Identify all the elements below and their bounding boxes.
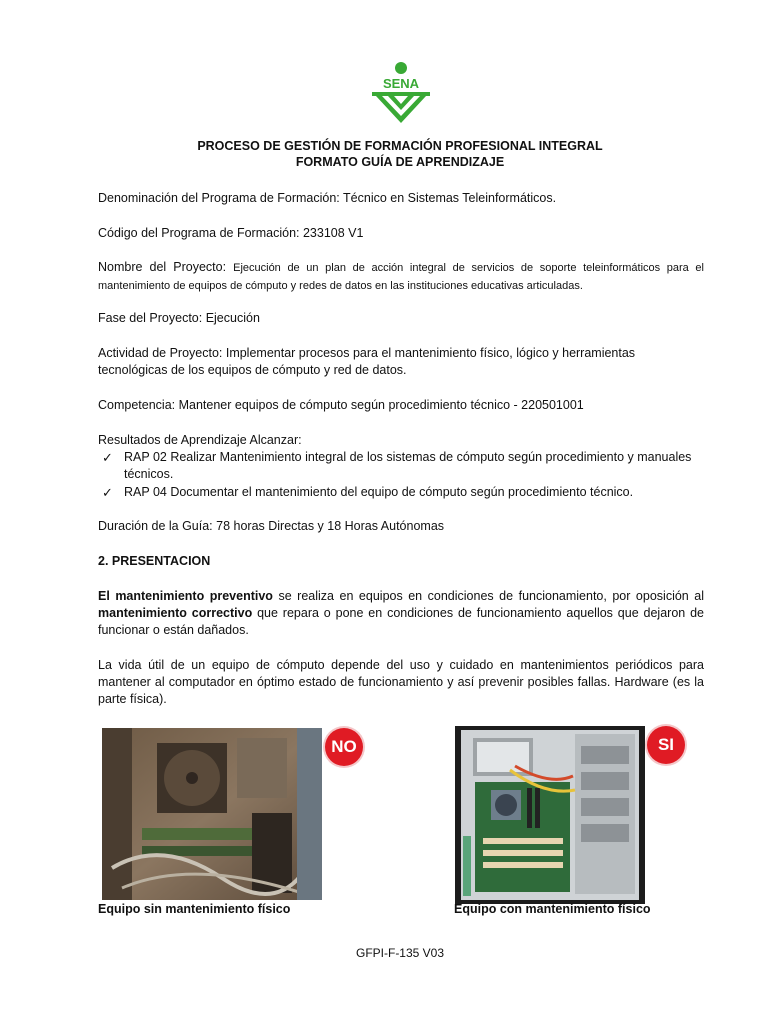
paragraph-mantenimiento: El mantenimiento preventivo se realiza en equipos en condiciones de funcionamiento, por oposición al mantenimiento correctivo que repara o pone en condiciones de funcionamiento aquellos que dejaron de funcionar o están dañados.	[98, 589, 704, 637]
paragraph-vida-util: La vida útil de un equipo de cómputo depende del uso y cuidado en mantenimientos periódicos para mantener al computador en óptimo estado de funcionamiento y así prevenir posibles fallas. Hardware (es la parte física).	[98, 658, 704, 706]
right-caption: Equipo con mantenimiento físico	[454, 902, 651, 916]
field-proyecto	[98, 259, 704, 295]
no-badge: NO	[325, 728, 363, 766]
field-duracion: Duración de la Guía: 78 horas Directas y 18 Horas Autónomas	[98, 519, 445, 533]
clean-computer-photo	[455, 726, 645, 904]
checkmark-icon: ✓	[102, 485, 113, 500]
resultados-list	[102, 449, 704, 502]
title-line-2: FORMATO GUÍA DE APRENDIZAJE	[295, 155, 505, 169]
field-codigo: Código del Programa de Formación: 233108 V1	[98, 226, 364, 240]
left-caption: Equipo sin mantenimiento físico	[98, 902, 291, 916]
field-fase: Fase del Proyecto: Ejecución	[98, 311, 260, 325]
list-item: ✓ RAP 04 Documentar el mantenimiento del equipo de cómputo según procedimiento técnico.	[102, 485, 634, 500]
field-competencia: Competencia: Mantener equipos de cómputo según procedimiento técnico - 220501001	[98, 398, 584, 412]
section-heading: 2. PRESENTACION	[98, 554, 211, 568]
list-item: ✓ RAP 02 Realizar Mantenimiento integral de los sistemas de cómputo según procedimiento y manuales técnicos.	[102, 450, 692, 481]
document-title	[0, 138, 768, 170]
footer-code: GFPI-F-135 V03	[355, 946, 445, 960]
dirty-computer-photo	[102, 728, 322, 900]
field-resultados-label: Resultados de Aprendizaje Alcanzar:	[98, 433, 302, 447]
proyecto-value: Ejecución de un plan de acción integral de servicios de soporte teleinformáticos para el mantenimiento de equipos de cómputo y redes de datos en las instituciones educativas articuladas.	[98, 262, 704, 292]
field-actividad: Actividad de Proyecto: Implementar procesos para el mantenimiento físico, lógico y herramientas tecnológicas de los equipos de cómputo y red de datos.	[98, 346, 636, 377]
field-denominacion: Denominación del Programa de Formación: Técnico en Sistemas Teleinformáticos.	[98, 191, 557, 205]
sena-logo	[368, 60, 434, 124]
svg-text:SENA: SENA	[382, 76, 420, 91]
title-line-1: PROCESO DE GESTIÓN DE FORMACIÓN PROFESIONAL INTEGRAL	[197, 139, 603, 153]
checkmark-icon: ✓	[102, 450, 113, 465]
si-badge: SI	[647, 726, 685, 764]
proyecto-label: Nombre del Proyecto:	[98, 260, 227, 274]
